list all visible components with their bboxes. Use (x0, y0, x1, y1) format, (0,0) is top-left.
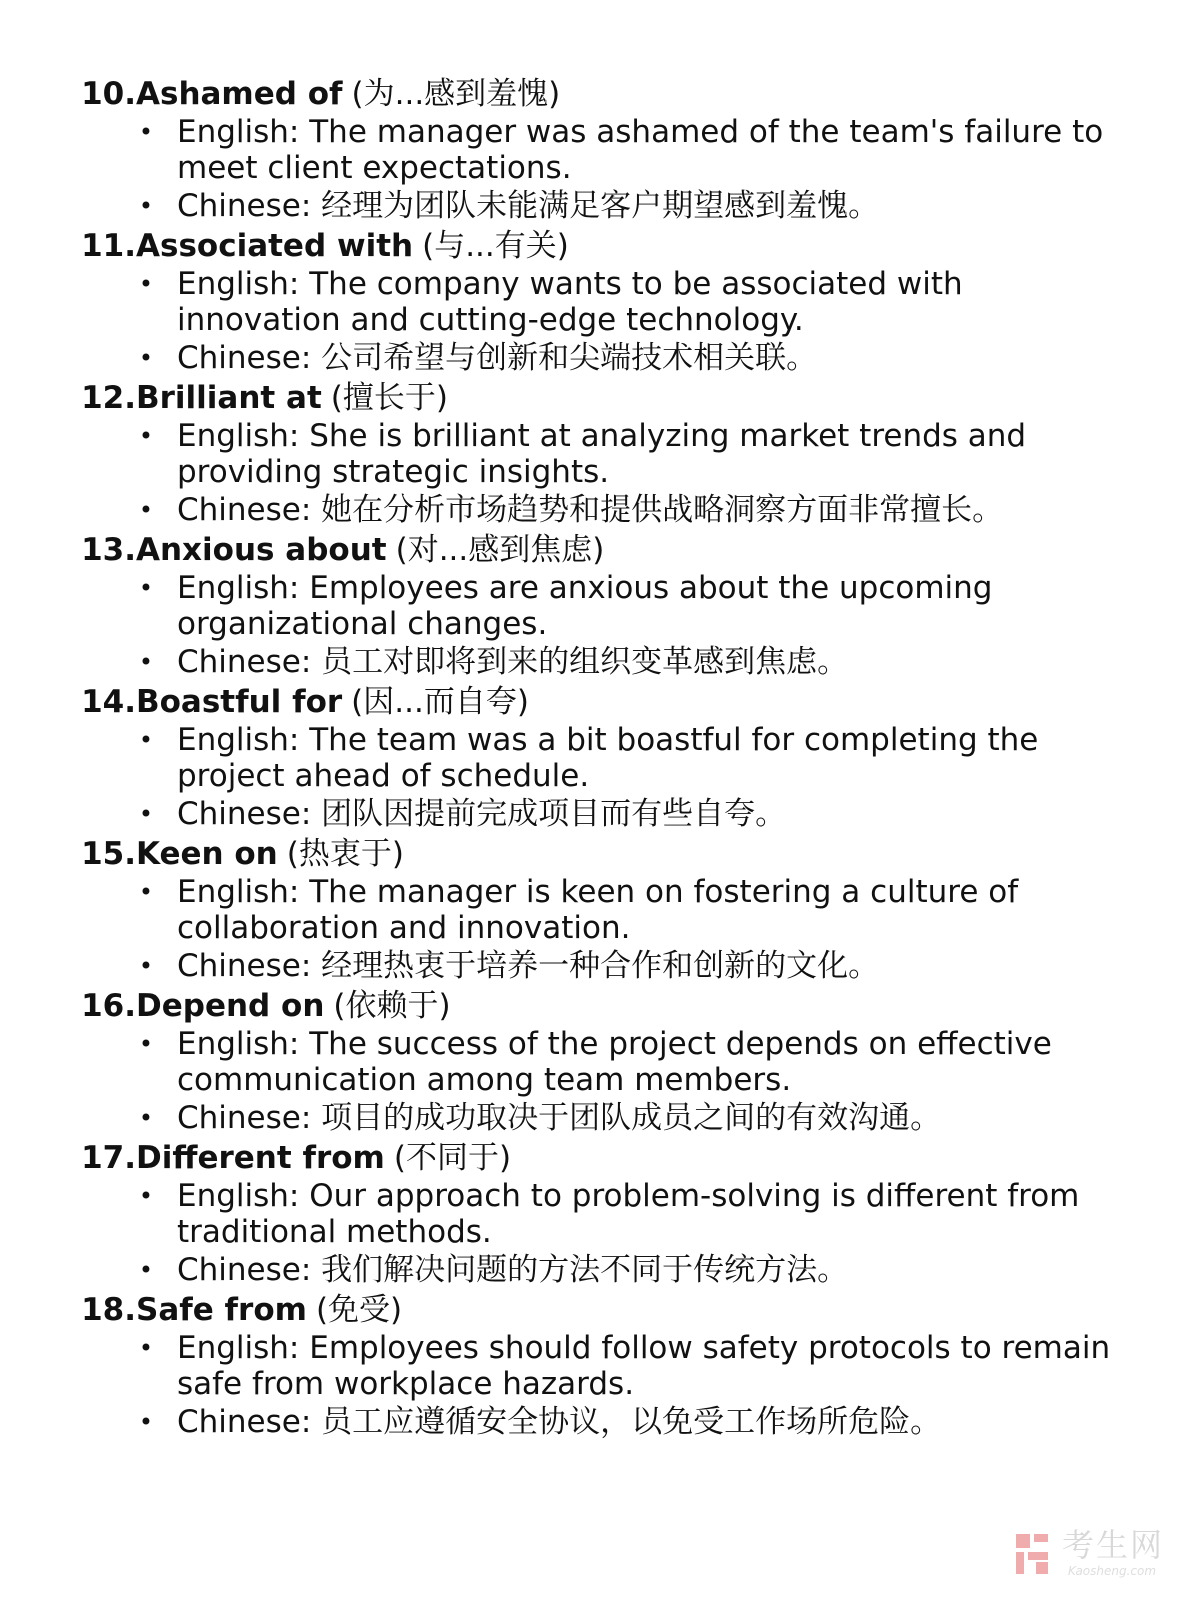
entry-number: 10. (81, 76, 136, 112)
entry-phrase: Depend on (136, 988, 325, 1024)
bullet-text: Chinese: 员工对即将到来的组织变革感到焦虑。 (177, 644, 849, 680)
vocab-entry (0, 682, 1200, 832)
chinese-example (0, 644, 1200, 680)
bullet-dot: • (138, 270, 154, 298)
chinese-example (0, 1100, 1200, 1136)
bullet-dot: • (138, 878, 154, 906)
english-example (0, 266, 1200, 338)
entry-phrase: Associated with (136, 228, 414, 264)
bullet-dot: • (138, 1334, 154, 1362)
bullet-dot: • (138, 118, 154, 146)
entry-meaning: (因...而自夸) (351, 684, 529, 720)
vocab-entry (0, 1290, 1200, 1440)
entry-meaning: (与...有关) (422, 228, 569, 264)
bullet-text: Chinese: 项目的成功取决于团队成员之间的有效沟通。 (177, 1100, 942, 1136)
vocab-entry (0, 834, 1200, 984)
vocab-entry (0, 74, 1200, 224)
bullet-text: English: Our approach to problem-solving is different from traditional methods. (177, 1178, 1080, 1250)
vocab-entry (0, 530, 1200, 680)
chinese-example (0, 1404, 1200, 1440)
bullet-dot: • (138, 496, 154, 524)
bullet-dot: • (138, 1256, 154, 1284)
entry-heading (0, 378, 1200, 418)
bullet-text: Chinese: 她在分析市场趋势和提供战略洞察方面非常擅长。 (177, 492, 1004, 528)
bullet-text: Chinese: 员工应遵循安全协议，以免受工作场所危险。 (177, 1404, 942, 1440)
entry-number: 13. (81, 532, 136, 568)
bullet-dot: • (138, 800, 154, 828)
chinese-example (0, 948, 1200, 984)
entry-meaning: (为...感到羞愧) (351, 76, 561, 112)
vocab-entry (0, 378, 1200, 528)
entry-heading (0, 1290, 1200, 1330)
bullet-dot: • (138, 726, 154, 754)
english-example (0, 1330, 1200, 1402)
entry-meaning: (热衷于) (286, 836, 404, 872)
bullet-text: English: The manager is keen on fostering a culture of collaboration and innovation. (177, 874, 1019, 946)
entry-heading (0, 530, 1200, 570)
bullet-text: English: Employees should follow safety protocols to remain safe from workplace hazards. (177, 1330, 1111, 1402)
bullet-text: Chinese: 团队因提前完成项目而有些自夸。 (177, 796, 787, 832)
entry-number: 18. (81, 1292, 136, 1328)
entry-phrase: Different from (136, 1140, 385, 1176)
entry-number: 11. (81, 228, 136, 264)
watermark (1014, 1526, 1180, 1582)
chinese-example (0, 796, 1200, 832)
entry-phrase: Keen on (136, 836, 278, 872)
entry-heading (0, 682, 1200, 722)
bullet-dot: • (138, 422, 154, 450)
bullet-text: Chinese: 公司希望与创新和尖端技术相关联。 (177, 340, 818, 376)
english-example (0, 1026, 1200, 1098)
bullet-text: Chinese: 经理为团队未能满足客户期望感到羞愧。 (177, 188, 880, 224)
chinese-example (0, 1252, 1200, 1288)
entry-heading (0, 834, 1200, 874)
entry-number: 14. (81, 684, 136, 720)
entry-number: 17. (81, 1140, 136, 1176)
entry-phrase: Safe from (136, 1292, 307, 1328)
english-example (0, 570, 1200, 642)
entry-meaning: (擅长于) (330, 380, 448, 416)
entry-heading (0, 986, 1200, 1026)
bullet-text: English: The manager was ashamed of the team's failure to meet client expectations. (177, 114, 1104, 186)
entry-meaning: (不同于) (393, 1140, 512, 1176)
bullet-dot: • (138, 574, 154, 602)
bullet-text: Chinese: 经理热衷于培养一种合作和创新的文化。 (177, 948, 880, 984)
entry-phrase: Brilliant at (136, 380, 322, 416)
watermark-url: Kaosheng.com (1068, 1564, 1157, 1578)
bullet-dot: • (138, 192, 154, 220)
bullet-dot: • (138, 648, 154, 676)
english-example (0, 722, 1200, 794)
bullet-text: English: The success of the project depends on effective communication among team members. (177, 1026, 1052, 1098)
vocabulary-list (0, 74, 1200, 1442)
entry-heading (0, 1138, 1200, 1178)
chinese-example (0, 492, 1200, 528)
vocab-entry (0, 986, 1200, 1136)
bullet-dot: • (138, 1182, 154, 1210)
english-example (0, 418, 1200, 490)
bullet-dot: • (138, 1030, 154, 1058)
entry-number: 16. (81, 988, 136, 1024)
english-example (0, 1178, 1200, 1250)
vocab-entry (0, 1138, 1200, 1288)
chinese-example (0, 188, 1200, 224)
vocab-entry (0, 226, 1200, 376)
english-example (0, 874, 1200, 946)
entry-phrase: Ashamed of (136, 76, 343, 112)
entry-meaning: (依赖于) (333, 988, 451, 1024)
bullet-text: Chinese: 我们解决问题的方法不同于传统方法。 (177, 1252, 849, 1288)
bullet-dot: • (138, 344, 154, 372)
entry-number: 15. (81, 836, 136, 872)
entry-phrase: Anxious about (136, 532, 387, 568)
english-example (0, 114, 1200, 186)
entry-heading (0, 74, 1200, 114)
bullet-dot: • (138, 1408, 154, 1436)
watermark-name: 考生网 (1062, 1526, 1165, 1564)
entry-meaning: (免受) (315, 1292, 403, 1328)
bullet-dot: • (138, 1104, 154, 1132)
entry-phrase: Boastful for (136, 684, 343, 720)
entry-heading (0, 226, 1200, 266)
bullet-text: English: The company wants to be associated with innovation and cutting-edge technology. (177, 266, 963, 338)
bullet-text: English: She is brilliant at analyzing market trends and providing strategic insights. (177, 418, 1027, 490)
bullet-dot: • (138, 952, 154, 980)
bullet-text: English: The team was a bit boastful for completing the project ahead of schedule. (177, 722, 1039, 794)
entry-meaning: (对...感到焦虑) (395, 532, 605, 568)
chinese-example (0, 340, 1200, 376)
entry-number: 12. (81, 380, 136, 416)
red-grid-logo-icon (1014, 1532, 1054, 1576)
bullet-text: English: Employees are anxious about the upcoming organizational changes. (177, 570, 993, 642)
